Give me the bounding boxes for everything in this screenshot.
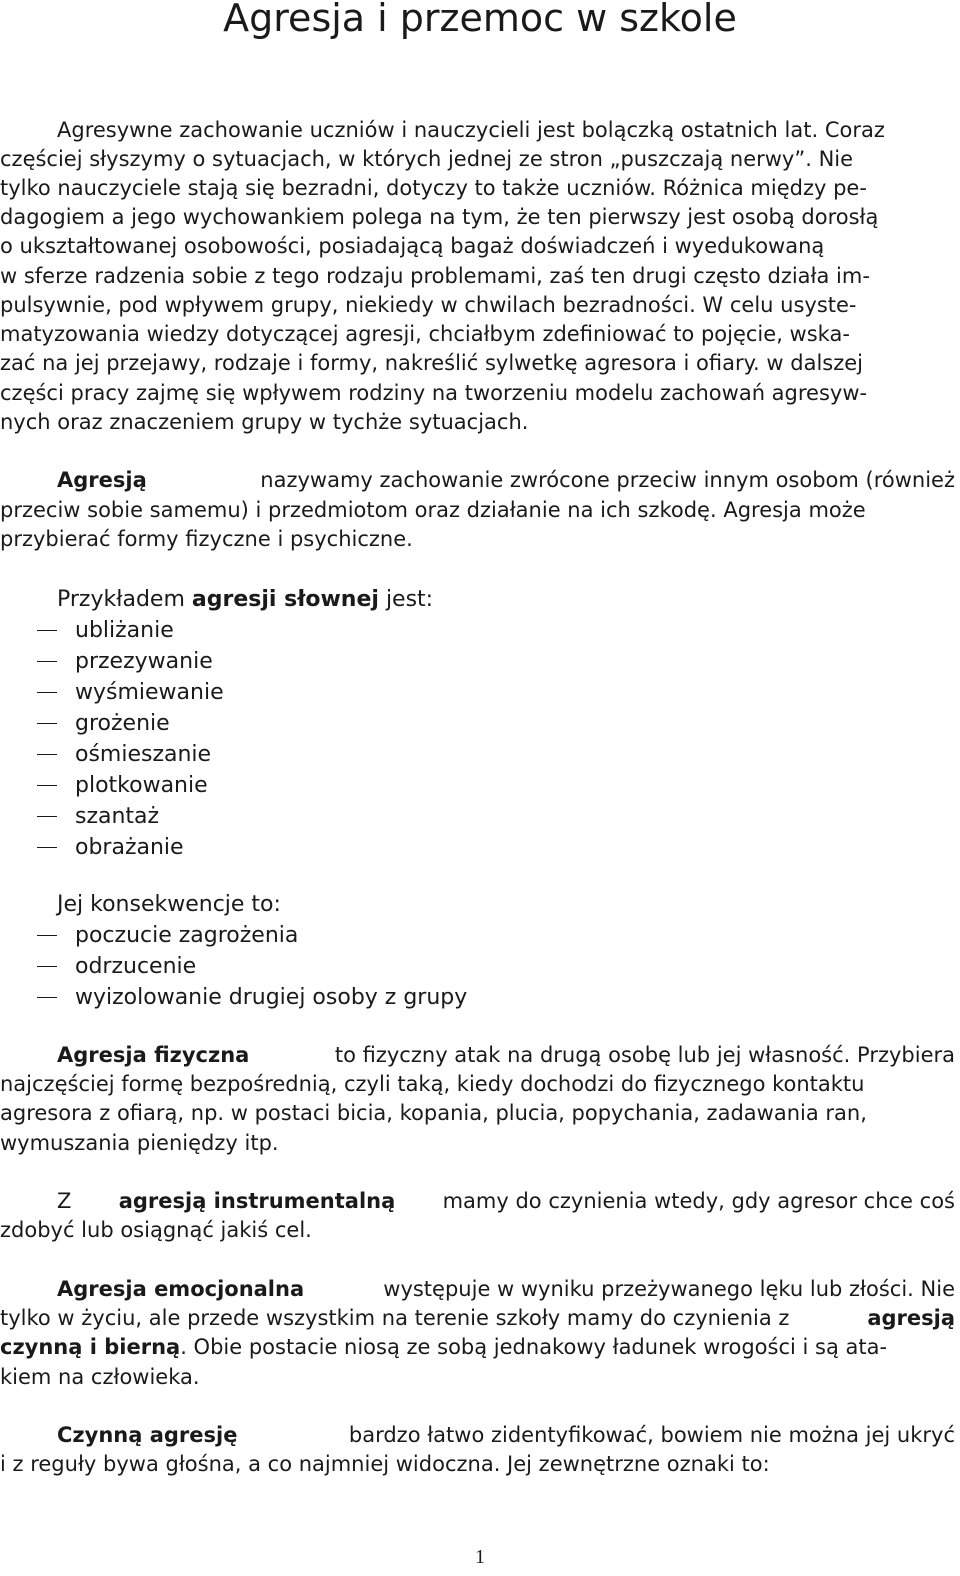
dash-bullet-icon: [37, 723, 57, 724]
text-line: agresora z ofiarą, np. w postaci bicia, kopania, plucia, popychania, zadawania ran,: [0, 1101, 867, 1125]
text-line: czynną i bierną. Obie postacie niosą ze sobą jednakowy ładunek wrogości i są ata-: [0, 1335, 888, 1359]
dash-bullet-icon: [37, 692, 57, 693]
text-line: Z agresją instrumentalną mamy do czynienia wtedy, gdy agresor chce coś: [57, 1187, 955, 1216]
text-line: wymuszania pieniędzy itp.: [0, 1131, 279, 1155]
dash-bullet-icon: [37, 785, 57, 786]
document-page: Agresja i przemoc w szkole Agresywne zachowanie uczniów i nauczycieli jest bolączką ostatnich lat. Coraz częściej słyszymy o sytuacjach, w których jednej ze stron „puszczają nerwy”. Nie tylko nauczyciele stają się bezradni, dotyczy to także uczniów. Różnica między pe- dagogiem a jego wychowankiem polega na tym, że ten pierwszy jest osobą dorosłą o ukształtowanej osobowości, posiadającą bagaż doświadczeń i wyedukowaną w sferze radzenia sobie z tego rodzaju problemami, zaś ten drugi często działa im- pulsywnie, pod wpływem grupy, niekiedy w chwilach bezradności. W celu usyste- matyzowania wiedzy dotyczącej agresji, chciałbym zdefiniować to pojęcie, wska- zać na jej przejawy, rodzaje i formy, nakreślić sylwetkę agresora i ofiary. w dalszej części pracy zajmę się wpływem rodziny na tworzeniu modelu zachowań agresyw- nych oraz znaczeniem grupy w tychże sytuacjach. Agresją nazywamy zachowanie zwrócone przeciw innym osobom (również przeciw sobie samemu) i przedmiotom oraz działanie na ich szkodę. Agresja może przybierać formy fizyczne i psychiczne. Przykładem agresji słownej jest: ubliżanie przezywanie wyśmiewanie grożenie ośmieszanie plotkowanie szantaż obrażanie Jej konsekwencje to: poczucie zagrożenia odrzucenie wyizolowanie drugiej osoby z grupy Agresja fizyczna to fizyczny atak na drugą osobę lub jej własność. Przybiera najczęściej formę bezpośrednią, czyli taką, kiedy dochodzi do fizycznego kontaktu agresora z ofiarą, np. w postaci bicia, kopania, plucia, popychania, zadawania ran, wymuszania pieniędzy itp. Z agresją instrumentalną mamy do czynienia wtedy, gdy agresor chce coś zdobyć lub osiągnąć jakiś cel. Agresja emocjonalna występuje w wyniku przeżywanego lęku lub złości. Nie tylko w życiu, ale przede wszystkim na terenie szkoły mamy do czynienia z agresją czynną i bierną. Obie postacie niosą ze sobą jednakowy ładunek wrogości i są ata- kiem na człowieka. Czynną agresję bardzo łatwo zidentyfikować, bowiem nie można jej ukryć i z reguły bywa głośna, a co najmniej widoczna. Jej zewnętrzne oznaki to: 1: [0, 0, 960, 1576]
bold-term: agresją instrumentalną: [118, 1189, 396, 1213]
dash-bullet-icon: [37, 754, 57, 755]
text-line: Agresja fizyczna to fizyczny atak na drugą osobę lub jej własność. Przybiera: [57, 1041, 955, 1070]
text-line: zać na jej przejawy, rodzaje i formy, nakreślić sylwetkę agresora i ofiary. w dalszej: [0, 351, 863, 375]
dash-bullet-icon: [37, 816, 57, 817]
text-line: o ukształtowanej osobowości, posiadającą bagaż doświadczeń i wyedukowaną: [0, 234, 825, 258]
dash-bullet-icon: [37, 997, 57, 998]
text-line: kiem na człowieka.: [0, 1365, 200, 1389]
bold-term: Agresją: [57, 468, 147, 492]
bold-term: Czynną agresję: [57, 1423, 238, 1447]
text-line: tylko nauczyciele stają się bezradni, dotyczy to także uczniów. Różnica między pe-: [0, 176, 867, 200]
text-line: Agresywne zachowanie uczniów i nauczycieli jest bolączką ostatnich lat. Coraz: [57, 118, 885, 142]
text-line: przeciw sobie samemu) i przedmiotom oraz działanie na ich szkodę. Agresja może: [0, 498, 866, 522]
bold-term: agresją: [867, 1306, 955, 1330]
text-line: częściej słyszymy o sytuacjach, w których jednej ze stron „puszczają nerwy”. Nie: [0, 147, 854, 171]
text-line: dagogiem a jego wychowankiem polega na tym, że ten pierwszy jest osobą dorosłą: [0, 205, 879, 229]
consequences-intro: Jej konsekwencje to:: [57, 892, 281, 917]
text-line: przybierać formy fizyczne i psychiczne.: [0, 527, 413, 551]
verbal-aggression-intro: Przykładem agresji słownej jest:: [57, 587, 434, 612]
bold-term: Agresja fizyczna: [57, 1043, 250, 1067]
text-line: najczęściej formę bezpośrednią, czyli taką, kiedy dochodzi do fizycznego kontaktu: [0, 1072, 865, 1096]
text-line: pulsywnie, pod wpływem grupy, niekiedy w chwilach bezradności. W celu usyste-: [0, 293, 857, 317]
text-line: i z reguły bywa głośna, a co najmniej widoczna. Jej zewnętrzne oznaki to:: [0, 1452, 770, 1476]
dash-bullet-icon: [37, 661, 57, 662]
text-line: Agresja emocjonalna występuje w wyniku przeżywanego lęku lub złości. Nie: [57, 1275, 955, 1304]
text-line: części pracy zajmę się wpływem rodziny na tworzeniu modelu zachowań agresyw-: [0, 381, 868, 405]
bold-term: czynną i bierną: [0, 1335, 181, 1359]
document-title: Agresja i przemoc w szkole: [223, 0, 737, 40]
dash-bullet-icon: [37, 935, 57, 936]
bold-term: agresji słownej: [191, 587, 379, 612]
text-line: Agresją nazywamy zachowanie zwrócone przeciw innym osobom (również: [57, 466, 955, 495]
text-line: zdobyć lub osiągnąć jakiś cel.: [0, 1218, 312, 1242]
dash-bullet-icon: [37, 966, 57, 967]
text-line: tylko w życiu, ale przede wszystkim na terenie szkoły mamy do czynienia z agresją: [0, 1304, 955, 1333]
dash-bullet-icon: [37, 630, 57, 631]
text-line: nych oraz znaczeniem grupy w tychże sytuacjach.: [0, 410, 529, 434]
text-line: Czynną agresję bardzo łatwo zidentyfikować, bowiem nie można jej ukryć: [57, 1421, 955, 1450]
text-line: w sferze radzenia sobie z tego rodzaju problemami, zaś ten drugi często działa im-: [0, 264, 870, 288]
dash-bullet-icon: [37, 847, 57, 848]
bold-term: Agresja emocjonalna: [57, 1277, 305, 1301]
text-line: matyzowania wiedzy dotyczącej agresji, chciałbym zdefiniować to pojęcie, wska-: [0, 322, 850, 346]
page-number: 1: [475, 1546, 485, 1568]
